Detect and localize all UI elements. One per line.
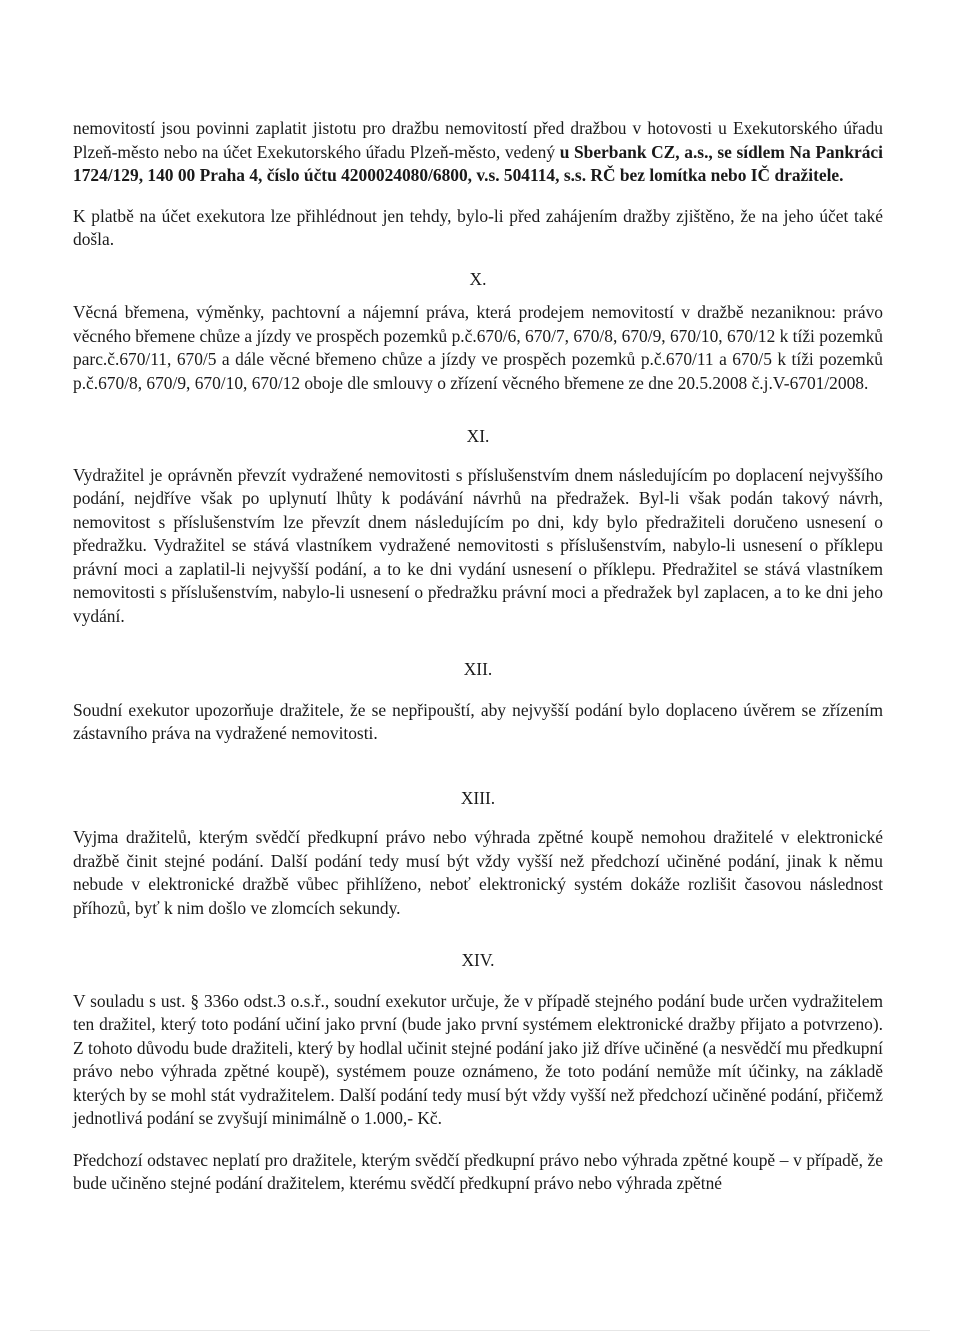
paragraph-preemption-exception: Předchozí odstavec neplatí pro dražitele, kterým svědčí předkupní právo nebo výhrada zpětné koupě – v případě, že bude učiněno stejné podání dražitelem, kterému svědčí předkupní právo nebo výhrada zpětné: [73, 1149, 883, 1193]
paragraph-payment-account: [73, 117, 883, 188]
section-heading-xii: XII.: [463, 659, 493, 679]
paragraph-property-takeover: Vydražitel je oprávněn převzít vydražené nemovitosti s příslušenstvím dnem následujícím po doplacení nejvyššího podání, nejdříve však po uplynutí lhůty k podávání návrhů na předražek. Byl-li však podán takový návrh, nemovitost s příslušenstvím lze převzít dnem následujícím po dni, kdy bylo předražiteli doručeno usnesení o předražku. Vydražitel se stává vlastníkem vydražené nemovitosti s příslušenstvím, nabylo-li usnesení o příklepu právní moci a zaplatil-li nejvyšší podání, a to ke dni vydání usnesení o příklepu. Předražitel se stává vlastníkem nemovitosti s příslušenstvím, nabylo-li usnesení o předražku právní moci a předražek byl zaplacen, a to ke dni jeho vydání.: [73, 464, 883, 626]
section-heading-xiii: XIII.: [460, 787, 496, 808]
paragraph-equal-bids: Vyjma dražitelů, kterým svědčí předkupní právo nebo výhrada zpětné koupě nemohou dražitelé v elektronické dražbě činit stejné podání. Další podání tedy musí být vždy vyšší než předchozí učiněné podání, jinak k němu nebude v elektronické dražbě vůbec přihlíženo, neboť elektronický systém dokáže rozlišit časovou následnost příhozů, byť k nim došlo ve zlomcích sekundy.: [73, 827, 883, 918]
bank-account-details: u Sberbank CZ, a.s., se sídlem Na Pankráci 1724/129, 140 00 Praha 4, číslo účtu 4200024080/6800, v.s. 504114, s.s. RČ bez lomítka nebo IČ dražitele.: [73, 141, 883, 185]
section-heading-x: X.: [469, 268, 487, 289]
section-heading-xiv: XIV.: [461, 950, 495, 970]
paragraph-credit-warning: Soudní exekutor upozorňuje dražitele, že se nepřipouští, aby nejvyšší podání bylo doplaceno úvěrem se zřízením zástavního práva na vydražené nemovitosti.: [73, 699, 883, 743]
paragraph-easements: Věcná břemena, výměnky, pachtovní a nájemní práva, která prodejem nemovitostí v dražbě nezaniknou: právo věcného břemene chůze a jízdy ve prospěch pozemků p.č.670/6, 670/7, 670/8, 670/9, 670/10, 670/12 k tíži pozemků parc.č.670/11, 670/5 a dále věcné břemeno chůze a jízdy ve prospěch pozemků p.č.670/11 a 670/5 k tíži pozemků p.č.670/8, 670/9, 670/10, 670/12 oboje dle smlouvy o zřízení věcného břemene ze dne 20.5.2008 č.j.V-6701/2008.: [73, 302, 883, 393]
page-bottom-edge: [30, 1330, 930, 1331]
paragraph-payment-account-text: nemovitostí jsou povinni zaplatit jistotu pro dražbu nemovitostí před dražbou v hotovosti u Exekutorského úřadu Plzeň-město nebo na účet Exekutorského úřadu Plzeň-město, vedený: [73, 118, 883, 162]
paragraph-bid-priority: V souladu s ust. § 336o odst.3 o.s.ř., soudní exekutor určuje, že v případě stejného podání bude určen vydražitelem ten dražitel, který toto podání učiní jako první (bude jako první systémem elektronické dražby přijato a potvrzeno). Z tohoto důvodu bude dražiteli, který by hodlal učinit stejné podání jako již dříve učiněné (a nesvědčí mu předkupní právo nebo výhrada zpětné koupě), systémem pouze oznámeno, že toto podání nemůže mít účinky, na základě kterých by se mohl stát vydražitelem. Další podání tedy musí být vždy vyšší než předchozí učiněné podání, přičemž jednotlivá podání se zvyšují minimálně o 1.000,- Kč.: [73, 990, 883, 1128]
document-body: [73, 117, 883, 1196]
section-heading-xi: XI.: [466, 426, 490, 446]
paragraph-payment-condition: K platbě na účet exekutora lze přihlédnout jen tehdy, bylo-li před zahájením dražby zjištěno, že na jeho účet také došla.: [73, 205, 883, 249]
